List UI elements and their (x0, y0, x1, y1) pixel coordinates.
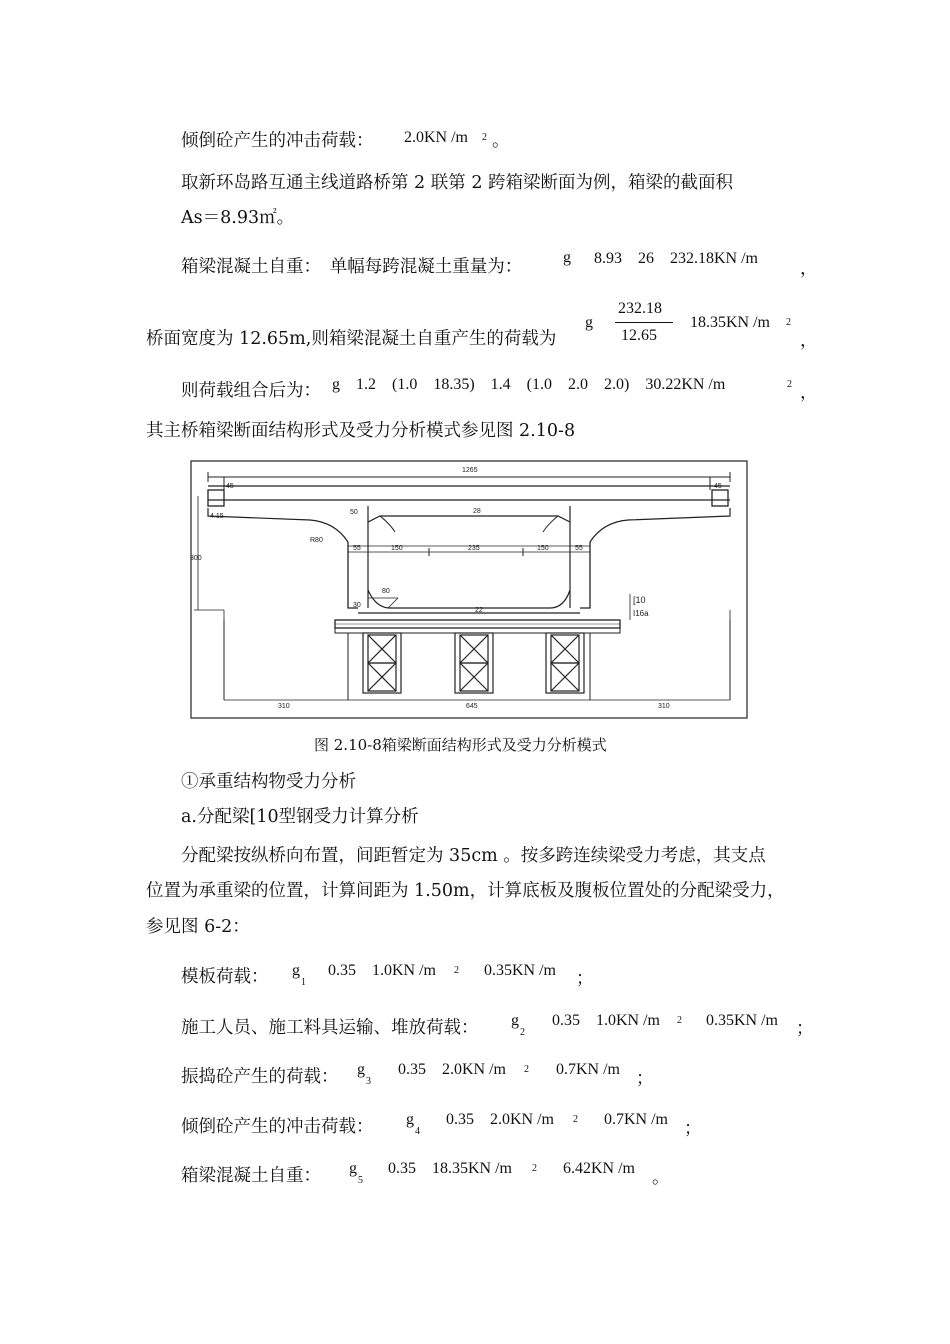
dim-label: 80 (382, 588, 390, 595)
dim-label: 45 (226, 483, 234, 490)
text-line: 桥面宽度为 12.65m,则箱梁混凝土自重产生的荷载为 (146, 329, 557, 349)
formula-value: 2.0KN /m (404, 129, 468, 146)
figure-caption: 图 2.10-8箱梁断面结构形式及受力分析模式 (314, 736, 607, 754)
formula-result: 0.35KN /m (484, 962, 556, 979)
dim-label: 45 (714, 483, 722, 490)
formula-result: 0.7KN /m (604, 1111, 668, 1128)
formula-superscript: 2 (524, 1064, 529, 1075)
formula-superscript: 2 (677, 1015, 682, 1026)
formula-subscript: 3 (366, 1076, 371, 1087)
dim-label: 50 (350, 509, 358, 516)
formula-subscript: 5 (358, 1175, 363, 1186)
formula-expression: 0.35 1.0KN /m (552, 1012, 661, 1029)
formula-symbol: g (349, 1160, 357, 1177)
dim-label: R80 (310, 537, 323, 544)
punctuation: 。 (652, 1168, 670, 1188)
formula-expression: 0.35 18.35KN /m (388, 1160, 513, 1177)
formula-result: 18.35KN /m (690, 314, 770, 331)
formula-symbol: g (585, 314, 593, 331)
punctuation: ； (796, 1019, 814, 1039)
formula-expression: 0.35 2.0KN /m (398, 1061, 507, 1078)
formula-result: 0.35KN /m (706, 1012, 778, 1029)
punctuation: ， (800, 259, 818, 279)
load-label: 倾倒砼产生的冲击荷载： (181, 1117, 374, 1137)
load-label: 振捣砼产生的荷载： (181, 1067, 339, 1087)
punctuation: ； (684, 1119, 702, 1139)
load-label: 箱梁混凝土自重： (181, 1166, 321, 1186)
section-heading: ①承重结构物受力分析 (181, 772, 356, 792)
subsection-heading: a.分配梁[10型钢受力计算分析 (181, 807, 419, 827)
text-line: 则荷载组合后为： (181, 381, 321, 401)
formula-superscript: 2 (482, 132, 487, 143)
formula-superscript: 2 (573, 1114, 578, 1125)
formula-superscript: 2 (787, 379, 792, 390)
support-towers (363, 633, 584, 693)
load-label: 模板荷载： (181, 967, 269, 987)
formula-expression: 8.93 26 232.18KN /m (594, 250, 759, 267)
formula-expression: g 1.2 (1.0 18.35) 1.4 (1.0 2.0 2.0) 30.22KN /m (332, 376, 726, 393)
formula-superscript: 2 (786, 317, 791, 328)
dim-label: 55 (353, 545, 361, 552)
fraction-bar (615, 322, 673, 323)
punctuation: 。 (492, 131, 510, 151)
dim-label: 310 (278, 703, 290, 710)
punctuation: ， (800, 331, 818, 351)
dim-label: 22 (475, 607, 483, 614)
text-line: 位置为承重梁的位置，计算间距为 1.50m，计算底板及腹板位置处的分配梁受力， (146, 881, 785, 901)
punctuation: ， (800, 383, 818, 403)
formula-subscript: 2 (520, 1027, 525, 1038)
formula-symbol: g (511, 1012, 519, 1029)
text-line: 取新环岛路互通主线道路桥第 2 联第 2 跨箱梁断面为例，箱梁的截面积 (181, 173, 734, 193)
text-line: 其主桥箱梁断面结构形式及受力分析模式参见图 2.10-8 (146, 421, 576, 441)
dim-label: 235 (468, 545, 480, 552)
text-line: 分配梁按纵桥向布置，间距暂定为 35cm 。按多跨连续梁受力考虑，其支点 (181, 846, 766, 866)
dim-label: 4.15 (210, 513, 224, 520)
formula-symbol: g (563, 249, 571, 266)
formula-symbol: g (406, 1111, 414, 1128)
beam-label: [10 (633, 595, 646, 605)
dim-label: 645 (466, 703, 478, 710)
formula-expression: 0.35 1.0KN /m (328, 962, 437, 979)
punctuation: ； (636, 1069, 654, 1089)
dim-label: 55 (575, 545, 583, 552)
fraction-numerator: 232.18 (618, 300, 662, 317)
dim-label: 150 (537, 545, 549, 552)
fraction-denominator: 12.65 (621, 327, 657, 344)
formula-subscript: 4 (415, 1126, 420, 1137)
dim-label: 300 (190, 555, 202, 562)
dim-label: 28 (473, 508, 481, 515)
formula-result: 6.42KN /m (563, 1160, 635, 1177)
dim-label: 150 (391, 545, 403, 552)
punctuation: ； (576, 969, 594, 989)
beam-label: I16a (633, 609, 649, 618)
text-line: As＝8.93㎡。 (181, 208, 295, 228)
formula-expression: 0.35 2.0KN /m (446, 1111, 555, 1128)
dim-label: 1265 (462, 467, 478, 474)
formula-superscript: 2 (532, 1163, 537, 1174)
load-label: 施工人员、施工料具运输、堆放荷载： (181, 1018, 479, 1038)
text-line: 箱梁混凝土自重： 单幅每跨混凝土重量为： (181, 257, 523, 277)
text-line: 参见图 6-2： (146, 917, 250, 937)
text-line: 倾倒砼产生的冲击荷载： (181, 131, 374, 151)
formula-subscript: 1 (301, 977, 306, 988)
dim-label: 310 (658, 703, 670, 710)
dim-label: 30 (353, 602, 361, 609)
formula-symbol: g (292, 962, 300, 979)
box-girder-section-drawing (190, 460, 750, 720)
formula-result: 0.7KN /m (556, 1061, 620, 1078)
formula-superscript: 2 (454, 965, 459, 976)
formula-symbol: g (357, 1061, 365, 1078)
